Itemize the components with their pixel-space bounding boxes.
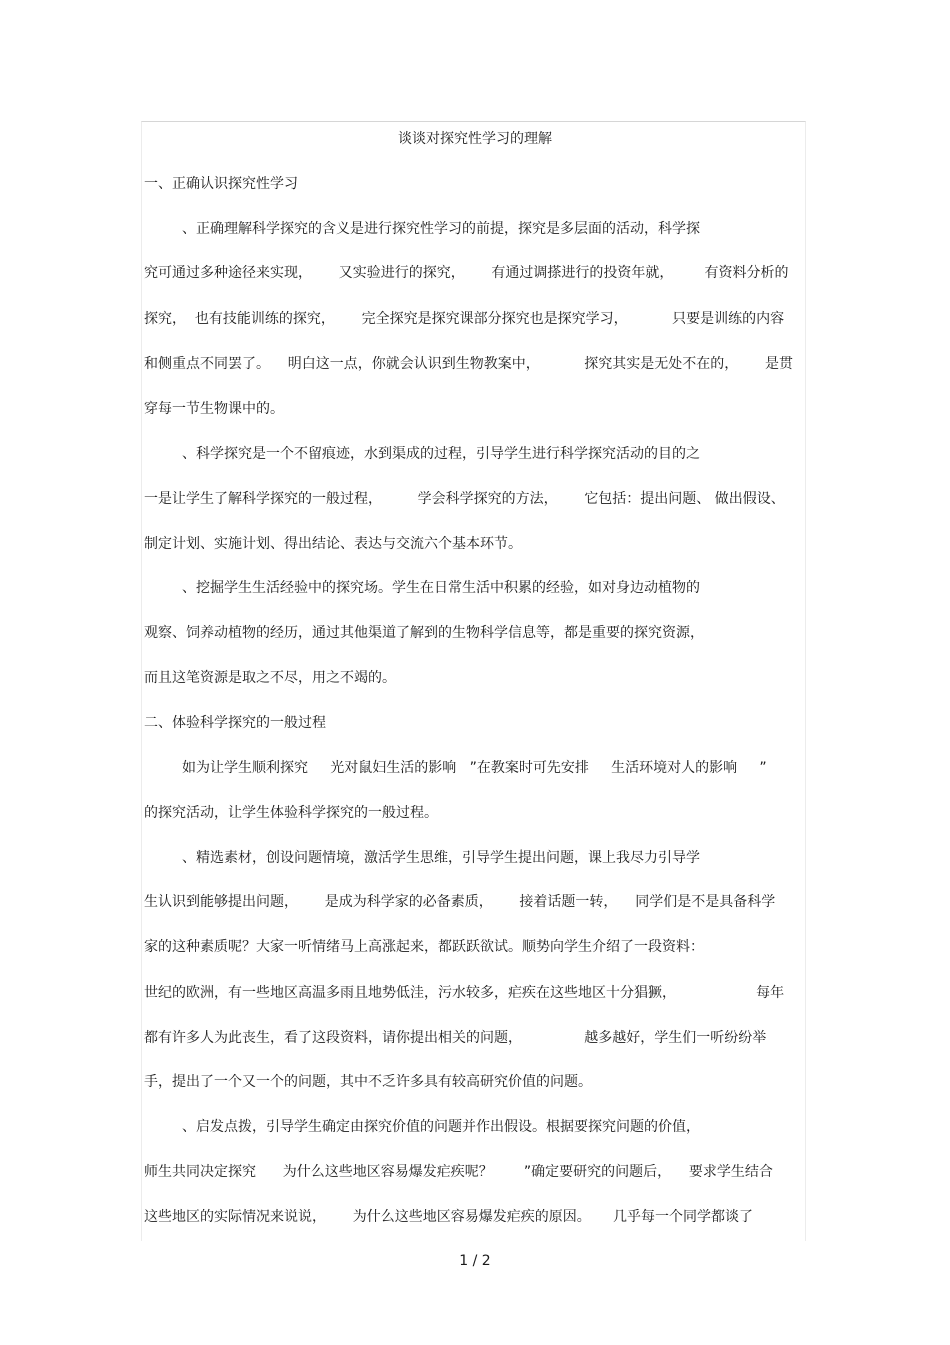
paragraph-line: 、科学探究是一个不留痕迹，水到渠成的过程，引导学生进行科学探究活动的目的之 <box>182 446 700 462</box>
paragraph-line: 家的这种素质呢？大家一听情绪马上高涨起来，都跃跃欲试。顺势向学生介绍了一段资料： <box>144 939 704 955</box>
paragraph-line: 探究， 也有技能训练的探究， 完全探究是探究课部分探究也是探究学习， 只要是训练的内容 <box>144 311 785 327</box>
paragraph-line: 生认识到能够提出问题， 是成为科学家的必备素质， 接着话题一转， 同学们是不是具备科学 <box>144 894 776 910</box>
document-title: 谈谈对探究性学习的理解 <box>398 131 552 147</box>
paragraph-line: 师生共同决定探究 为什么这些地区容易爆发疟疾呢？ ”确定要研究的问题后， 要求学生结合 <box>144 1164 773 1180</box>
paragraph-line: 究可通过多种途径来实现， 又实验进行的探究， 有通过调搽进行的投资年就， 有资料分析的 <box>144 265 789 281</box>
paragraph-line: 的探究活动，让学生体验科学探究的一般过程。 <box>144 805 438 821</box>
paragraph-line: 而且这笔资源是取之不尽，用之不竭的。 <box>144 670 396 686</box>
paragraph-line: 、精选素材，创设问题情境，激活学生思维，引导学生提出问题，课上我尽力引导学 <box>182 850 700 866</box>
paragraph-line: 、启发点拨，引导学生确定由探究价值的问题并作出假设。根据要探究问题的价值， <box>182 1119 700 1135</box>
paragraph-line: 手，提出了一个又一个的问题，其中不乏许多具有较高研究价值的问题。 <box>144 1074 592 1090</box>
paragraph-line: 世纪的欧洲，有一些地区高温多雨且地势低洼，污水较多，疟疾在这些地区十分猖獗， 每年 <box>144 985 785 1001</box>
paragraph-line: 如为让学生顺利探究 光对鼠妇生活的影响 ”在教案时可先安排 生活环境对人的影响 ” <box>182 760 767 776</box>
page-number: 1 / 2 <box>459 1253 491 1269</box>
paragraph-line: 、正确理解科学探究的含义是进行探究性学习的前提，探究是多层面的活动，科学探 <box>182 221 700 237</box>
paragraph-line: 都有许多人为此丧生，看了这段资料，请你提出相关的问题， 越多越好，学生们一听纷纷举 <box>144 1030 767 1046</box>
paragraph-line: 和侧重点不同罢了。 明白这一点，你就会认识到生物教案中， 探究其实是无处不在的， 是贯 <box>144 356 794 372</box>
paragraph-line: 穿每一节生物课中的。 <box>144 401 284 417</box>
paragraph-line: 一是让学生了解科学探究的一般过程， 学会科学探究的方法， 它包括：提出问题、 做出假设、 <box>144 491 785 507</box>
paragraph-line: 观察、饲养动植物的经历，通过其他渠道了解到的生物科学信息等，都是重要的探究资源， <box>144 625 704 641</box>
paragraph-line: 这些地区的实际情况来说说， 为什么这些地区容易爆发疟疾的原因。 几乎每一个同学都谈了 <box>144 1209 753 1225</box>
section-heading-2: 二、体验科学探究的一般过程 <box>144 715 326 731</box>
paragraph-line: 制定计划、实施计划、得出结论、表达与交流六个基本环节。 <box>144 536 522 552</box>
paragraph-line: 、挖掘学生生活经验中的探究场。学生在日常生活中积累的经验，如对身边动植物的 <box>182 580 700 596</box>
section-heading-1: 一、正确认识探究性学习 <box>144 176 298 192</box>
